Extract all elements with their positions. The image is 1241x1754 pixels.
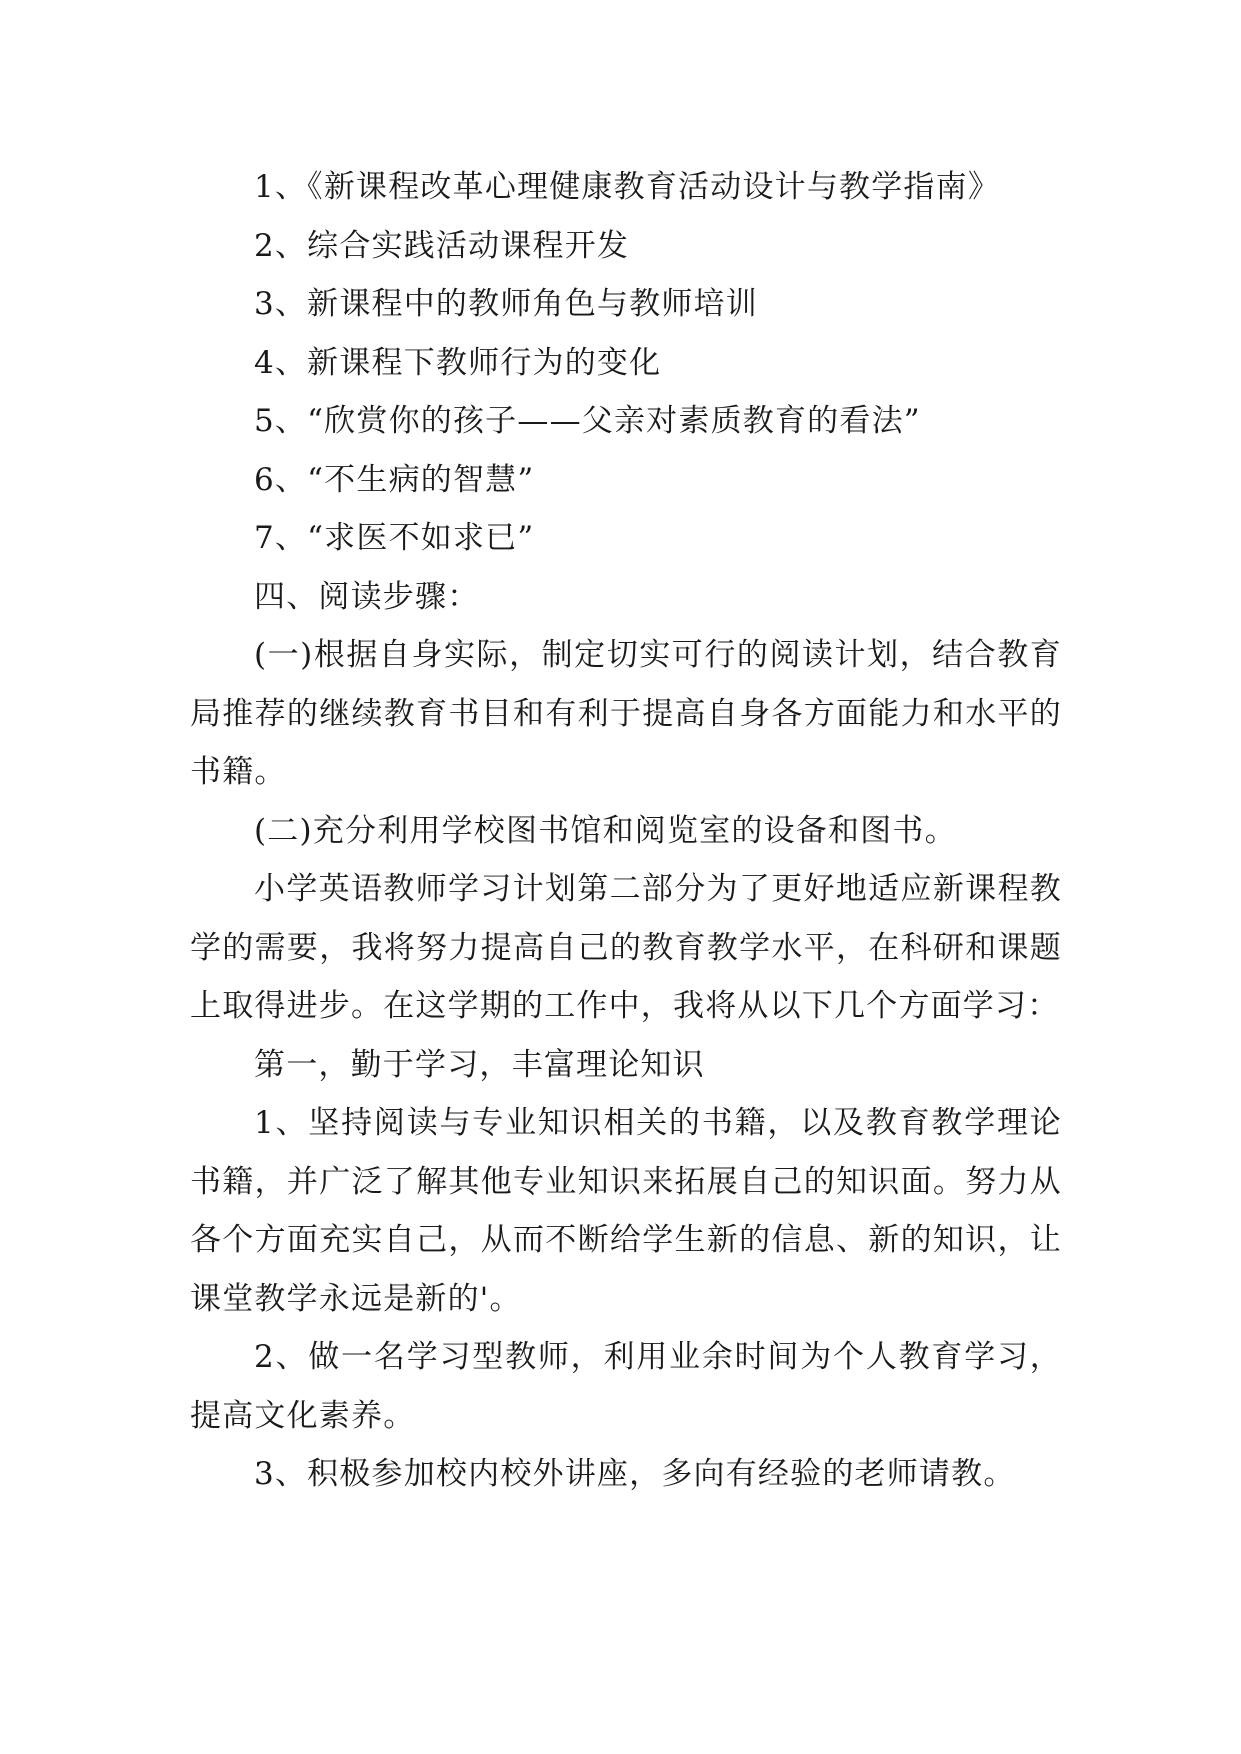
reading-step-1: (一)根据自身实际，制定切实可行的阅读计划，结合教育局推荐的继续教育书目和有利于提高自身各方面能力和水平的书籍。 [190,637,1062,790]
study-item-3: 3、积极参加校内校外讲座，多向有经验的老师请教。 [254,1456,1016,1492]
reading-list-item-6: 6、“不生病的智慧” [254,461,535,498]
study-item-2: 2、做一名学习型教师，利用业余时间为个人教育学习，提高文化素养。 [190,1339,1062,1434]
reading-list-item-1: 1、《新课程改革心理健康教育活动设计与教学指南》 [254,169,1001,205]
reading-list-item-2: 2、综合实践活动课程开发 [254,227,630,264]
study-plan-intro: 小学英语教师学习计划第二部分为了更好地适应新课程教学的需要，我将努力提高自己的教育教学水平，在科研和课题上取得进步。在这学期的工作中，我将从以下几个方面学习： [190,871,1062,1024]
reading-list-item-7: 7、“求医不如求已” [254,520,535,556]
document-body [190,158,1062,1504]
reading-list-item-5: 5、“欣赏你的孩子——父亲对素质教育的看法” [254,403,921,439]
reading-step-2: (二)充分利用学校图书馆和阅览室的设备和图书。 [254,812,957,849]
section-heading-first: 第一，勤于学习，丰富理论知识 [254,1046,705,1083]
reading-list-item-3: 3、新课程中的教师角色与教师培训 [254,286,758,322]
section-heading-reading-steps: 四、阅读步骤： [254,578,480,615]
reading-list-item-4: 4、新课程下教师行为的变化 [254,344,662,381]
study-item-1: 1、坚持阅读与专业知识相关的书籍，以及教育教学理论书籍，并广泛了解其他专业知识来拓展自己的知识面。努力从各个方面充实自己，从而不断给学生新的信息、新的知识，让课堂教学永远是新的'。 [190,1105,1062,1317]
